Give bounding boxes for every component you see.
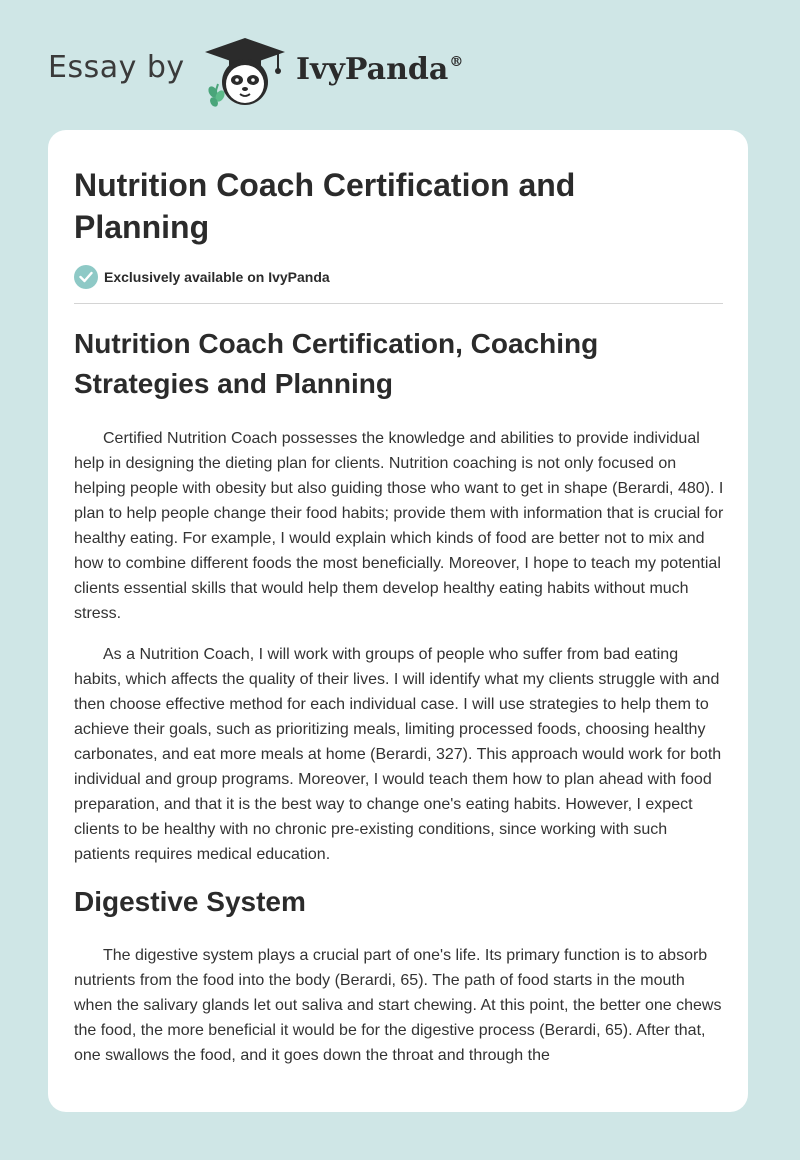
paragraph: The digestive system plays a crucial part of one's life. Its primary function is to absorb nutrients from the food into the body (Berardi, 65). The path of food starts in the mouth when the salivary glands let out saliva and start chewing. At this point, the better one chews the food, the more beneficial it would be for the digestive process (Berardi, 65). After that, one swallows the food, and it goes down the throat and through the	[74, 947, 722, 1064]
divider	[74, 303, 723, 304]
brand-name[interactable]	[296, 52, 463, 87]
section-heading-digestive: Digestive System	[74, 886, 306, 917]
panda-logo-icon[interactable]	[200, 36, 290, 108]
brand-text: IvyPanda	[296, 52, 449, 87]
paragraph: Certified Nutrition Coach possesses the knowledge and abilities to provide individual help in designing the dieting plan for clients. Nutrition coaching is not only focused on helping people with obesity but also guiding those who want to get in shape (Berardi, 480). I plan to help people change their food habits; provide them with information that is crucial for healthy eating. For example, I would explain which kinds of food are better not to mix and how to combine different foods the most beneficially. Moreover, I hope to teach my potential clients essential skills that would help them develop healthy eating habits without much stress.	[74, 430, 724, 622]
section-heading-coaching: Nutrition Coach Certification, Coaching Strategies and Planning	[74, 328, 599, 399]
exclusive-badge	[74, 264, 330, 290]
registered-mark: ®	[449, 54, 464, 70]
essay-card	[48, 130, 748, 1112]
site-header	[0, 0, 800, 130]
essay-by-label: Essay by	[48, 50, 185, 85]
exclusive-label: Exclusively available on IvyPanda	[104, 269, 330, 285]
check-icon	[74, 265, 98, 289]
page-title: Nutrition Coach Certification and Planning	[74, 167, 576, 245]
paragraph: As a Nutrition Coach, I will work with groups of people who suffer from bad eating habits, which affects the quality of their lives. I will identify what my clients struggle with and then choose effective method for each individual case. I will use strategies to help them to achieve their goals, such as prioritizing meals, limiting processed foods, choosing healthy carbonates, and eat more meals at home (Berardi, 327). This approach would work for both individual and group programs. Moreover, I would teach them how to plan ahead with food preparation, and that it is the best way to change one's eating habits. However, I expect clients to be healthy with no chronic pre-existing conditions, since working with such patients requires medical education.	[74, 646, 722, 863]
